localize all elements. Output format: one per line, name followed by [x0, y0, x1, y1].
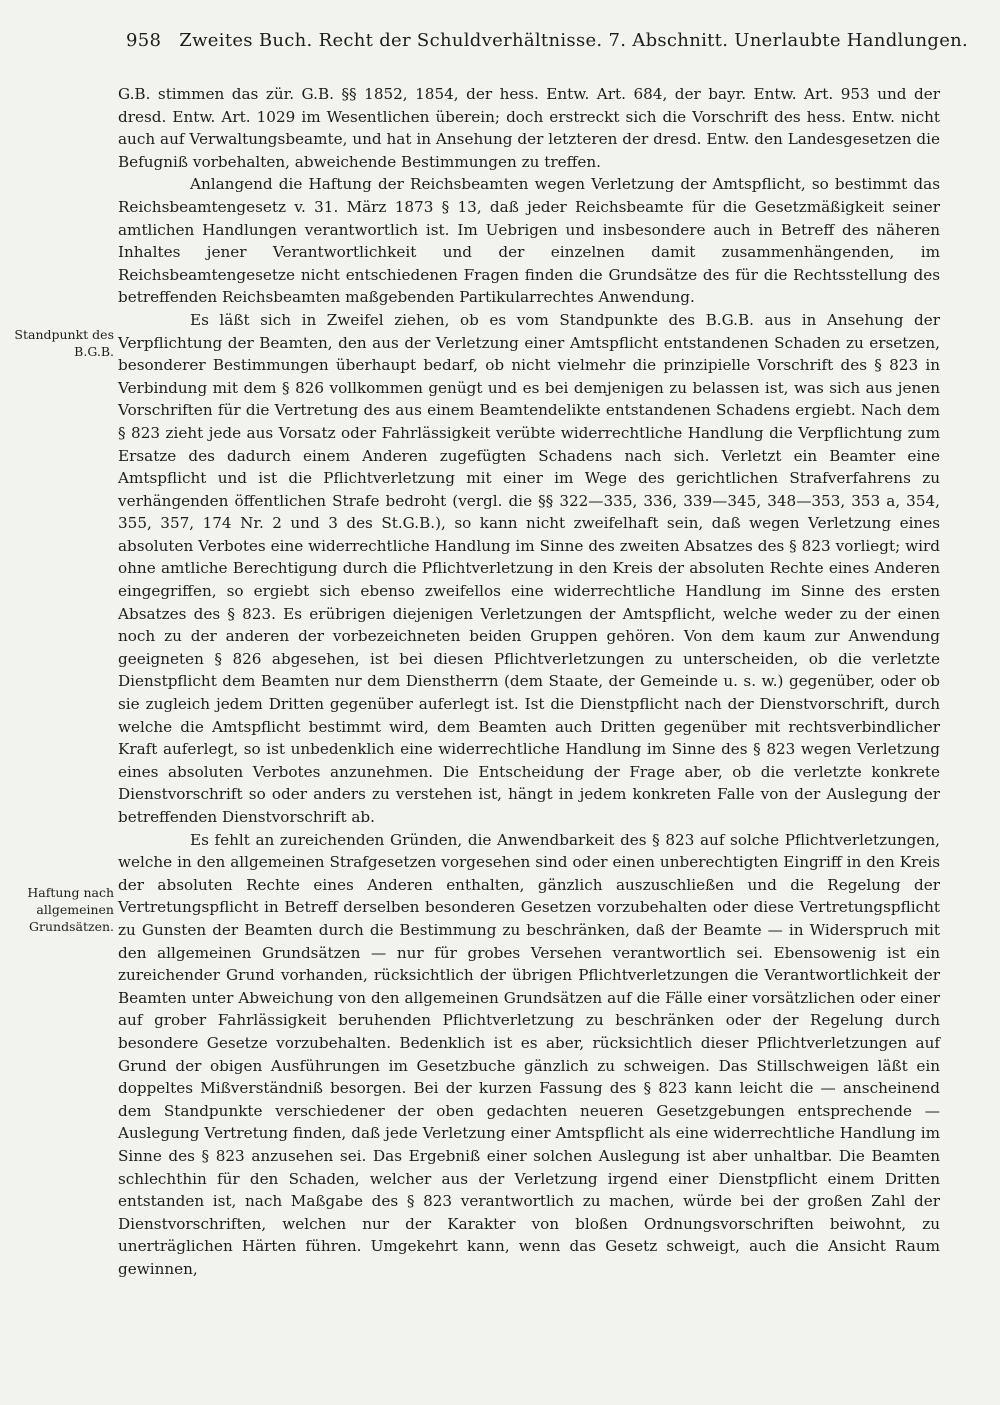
margin-note-standpunkt: Standpunkt des B.G.B. — [14, 327, 114, 359]
paragraph-haftung: Es fehlt an zureichenden Gründen, die Anwendbarkeit des § 823 auf solche Pflichtverletzungen, welche in den allgemeinen Strafgesetzen vorgesehen sind oder einen unberechtigten Eingriff in den Kreis der absoluten Rechte eines Anderen enthalten, gänzlich auszuschließen und die Regelung der Vertretungspflicht in Betreff derselben besonderen Gesetzen vorzubehalten oder diese Vertretungspflicht zu Gunsten der Beamten durch die Bestimmung zu beschränken, daß der Beamte — in Widerspruch mit den allgemeinen Grundsätzen — nur für grobes Versehen verantwortlich sei. Ebensowenig ist ein zureichender Grund vorhanden, rücksichtlich der übrigen Pflichtverletzungen die Verantwortlichkeit der Beamten unter Abweichung von den allgemeinen Grundsätzen auf die Fälle einer vorsätzlichen oder einer auf grober Fahrlässigkeit beruhenden Pflichtverletzung zu beschränken oder der Regelung durch besondere Gesetze vorzubehalten. Bedenklich ist es aber, rücksichtlich dieser Pflichtverletzungen auf Grund der obigen Ausführungen im Gesetzbuche gänzlich zu schweigen. Das Stillschweigen läßt ein doppeltes Mißverständniß besorgen. Bei der kurzen Fassung des § 823 kann leicht die — anscheinend dem Standpunkte verschiedener der oben gedachten neueren Gesetzgebungen entsprechende — Auslegung Vertretung finden, daß jede Verletzung einer Amtspflicht als eine widerrechtliche Handlung im Sinne des § 823 anzusehen sei. Das Ergebniß einer solchen Auslegung ist aber unhaltbar. Die Beamten schlechthin für den Schaden, welcher aus der Verletzung irgend einer Dienstpflicht einem Dritten entstanden ist, nach Maßgabe des § 823 verantwortlich zu machen, würde bei der großen Zahl der Dienstvorschriften, welchen nur der Karakter von bloßen Ordnungsvorschriften beiwohnt, zu unerträglichen Härten führen. Umgekehrt kann, wenn das Gesetz schweigt, auch die Ansicht Raum gewinnen, — [118, 830, 940, 1278]
paragraph-continued: G.B. stimmen das zür. G.B. §§ 1852, 1854, der hess. Entw. Art. 684, der bayr. Entw. Art. 953 und der dresd. Entw. Art. 1029 im Wesentlichen überein; doch erstreckt sich die Vorschrift des hess. Entw. nicht auch auf Verwaltungsbeamte, und hat in Ansehung der letzteren der dresd. Entw. den Landesgesetzen die Befugniß vorbehalten, abweichende Bestimmungen zu treffen. — [118, 85, 940, 171]
running-title: Zweites Buch. Recht der Schuldverhältnisse. 7. Abschnitt. Unerlaubte Handlungen. — [179, 30, 969, 51]
page-number: 958 — [126, 30, 162, 51]
body-text — [118, 83, 940, 1280]
paragraph-reichsbeamte: Anlangend die Haftung der Reichsbeamten wegen Verletzung der Amtspflicht, so bestimmt das Reichsbeamtengesetz v. 31. März 1873 § 13, daß jeder Reichsbeamte für die Gesetzmäßigkeit seiner amtlichen Handlungen verantwortlich ist. Im Uebrigen und insbesondere auch in Betreff des näheren Inhaltes jener Verantwortlichkeit und der einzelnen damit zusammenhängenden, im Reichsbeamtengesetze nicht entschiedenen Fragen finden die Grundsätze des für die Rechtsstellung des betreffenden Reichsbeamten maßgebenden Partikularrechtes Anwendung. — [118, 175, 940, 307]
paragraph-standpunkt: Es läßt sich in Zweifel ziehen, ob es vom Standpunkte des B.G.B. aus in Ansehung der Verpflichtung der Beamten, den aus der Verletzung einer Amtspflicht entstandenen Schaden zu ersetzen, besonderer Bestimmungen überhaupt bedarf, ob nicht vielmehr die prinzipielle Vorschrift des § 823 in Verbindung mit dem § 826 vollkommen genügt und es bei demjenigen zu belassen ist, was sich aus jenen Vorschriften für die Vertretung des aus einem Beamtendelikte entstandenen Schadens ergiebt. Nach dem § 823 zieht jede aus Vorsatz oder Fahrlässigkeit verübte widerrechtliche Handlung die Verpflichtung zum Ersatze des dadurch einem Anderen zugefügten Schadens nach sich. Verletzt ein Beamter eine Amtspflicht und ist die Pflichtverletzung mit einer im Wege des gerichtlichen Strafverfahrens zu verhängenden öffentlichen Strafe bedroht (vergl. die §§ 322—335, 336, 339—345, 348—353, 353 a, 354, 355, 357, 174 Nr. 2 und 3 des St.G.B.), so kann nicht zweifelhaft sein, daß wegen Verletzung eines absoluten Verbotes eine widerrechtliche Handlung im Sinne des zweiten Absatzes des § 823 vorliegt; wird ohne amtliche Berechtigung durch die Pflichtverletzung in den Kreis der absoluten Rechte eines Anderen eingegriffen, so ergiebt sich ebenso zweifellos eine widerrechtliche Handlung im Sinne des ersten Absatzes des § 823. Es erübrigen diejenigen Verletzungen der Amtspflicht, welche weder zu der einen noch zu der anderen der vorbezeichneten beiden Gruppen gehören. Von dem kaum zur Anwendung geeigneten § 826 abgesehen, ist bei diesen Pflichtverletzungen zu unterscheiden, ob die verletzte Dienstpflicht dem Beamten nur dem Dienstherrn (dem Staate, der Gemeinde u. s. w.) gegenüber, oder ob sie zugleich jedem Dritten gegenüber auferlegt ist. Ist die Dienstpflicht nach der Dienstvorschrift, durch welche die Amtspflicht bestimmt wird, dem Beamten auch Dritten gegenüber mit rechtsverbindlicher Kraft auferlegt, so ist unbedenklich eine widerrechtliche Handlung im Sinne des § 823 wegen Verletzung eines absoluten Verbotes anzunehmen. Die Entscheidung der Frage aber, ob die verletzte konkrete Dienstvorschrift so oder anders zu verstehen ist, hängt in jedem konkreten Falle von der Auslegung der betreffenden Dienstvorschrift ab. — [118, 310, 940, 826]
running-header — [126, 30, 986, 51]
margin-note-haftung: Haftung nach allgemeinen Grundsätzen. — [27, 885, 114, 934]
